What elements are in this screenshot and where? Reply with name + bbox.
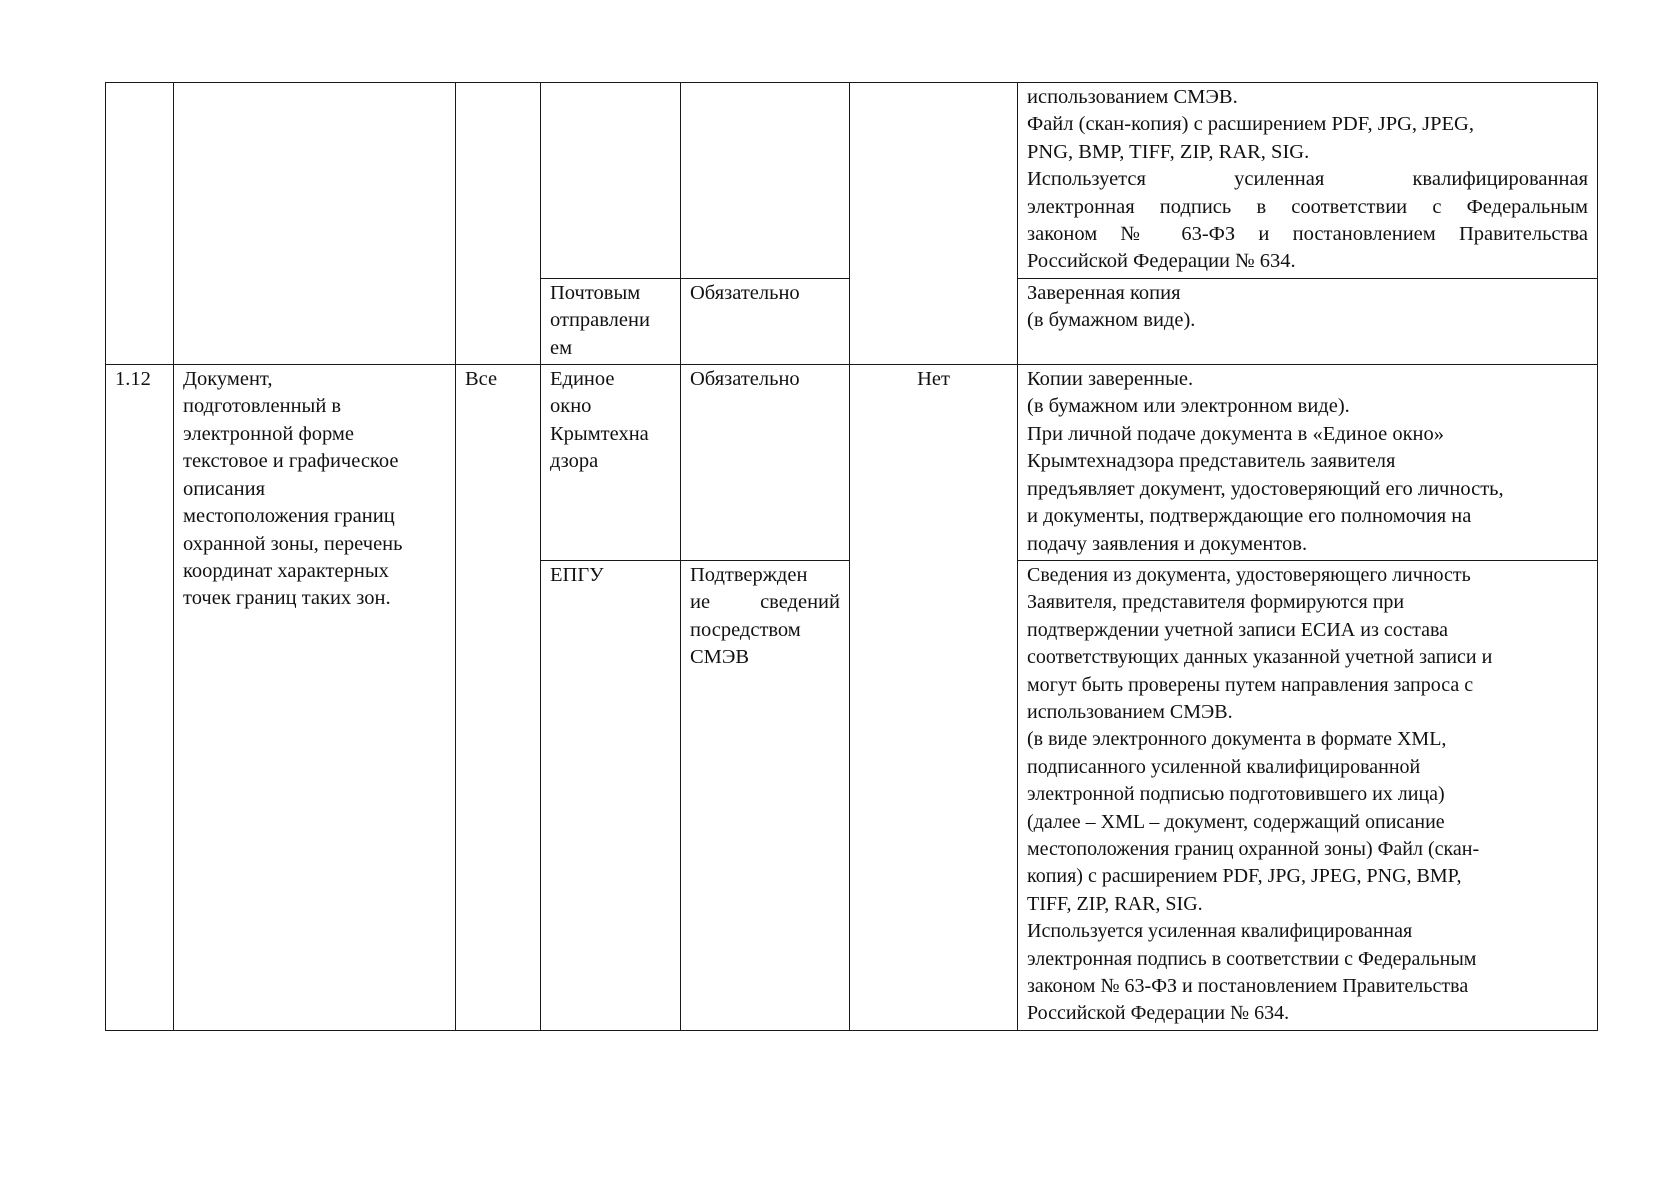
cell-requirements <box>1018 278 1598 364</box>
text-line: окно <box>550 395 592 418</box>
text-line: Единое <box>550 368 615 391</box>
text-line: местоположения границ <box>183 505 395 528</box>
text-line: Российской Федерации № 634. <box>1027 1002 1290 1025</box>
cell-document <box>174 365 456 1031</box>
cell-interaction <box>850 365 1018 1031</box>
text-line: соответствующих данных указанной учетной записи и <box>1027 646 1493 669</box>
cell-method <box>541 560 681 1030</box>
cell-requirements <box>1018 83 1598 279</box>
text-line: копия) с расширением PDF, JPG, JPEG, PNG, BMP, <box>1027 865 1462 888</box>
cell-applicants-empty <box>456 83 541 365</box>
text-line: электронная подпись в соответствии с Федеральным <box>1027 195 1588 218</box>
text-line: подачу заявления и документов. <box>1027 532 1308 555</box>
cell-method <box>541 365 681 561</box>
cell-document-empty <box>174 83 456 365</box>
text-line: ем <box>550 336 573 359</box>
row-number: 1.12 <box>115 368 151 391</box>
text-line: законом № 63-ФЗ и постановлением Правительства <box>1027 975 1469 997</box>
text-line: электронной форме <box>183 422 354 445</box>
text-line: дзора <box>550 450 599 473</box>
text-line: охранной зоны, перечень <box>183 532 403 555</box>
text-line: Почтовым <box>550 281 641 304</box>
text-line: Обязательно <box>690 368 800 391</box>
text-line: Заверенная копия <box>1027 281 1181 304</box>
cell-method-empty <box>541 83 681 279</box>
text-line: и документы, подтверждающие его полномочия на <box>1027 505 1472 528</box>
text-line: электронная подпись в соответствии с Федеральным <box>1027 947 1477 970</box>
text-line: отправлени <box>550 309 650 332</box>
text-line: координат характерных <box>183 559 389 582</box>
table-row <box>106 83 1598 279</box>
cell-status <box>681 278 850 364</box>
text-line: Все <box>465 368 498 391</box>
text-line: Нет <box>917 368 950 391</box>
text-line: Заявителя, представителя формируются при <box>1027 591 1405 614</box>
text-line: электронной подписью подготовившего их лица) <box>1027 783 1445 806</box>
text-line: (в виде электронного документа в формате XML, <box>1027 728 1447 751</box>
text-line: Используется усиленная квалифицированная <box>1027 920 1413 943</box>
text-line: Копии заверенные. <box>1027 368 1194 391</box>
text-line: подготовленный в <box>183 395 342 418</box>
cell-interaction-empty <box>850 83 1018 365</box>
cell-method <box>541 278 681 364</box>
text-line: Крымтехнадзора представитель заявителя <box>1027 450 1396 473</box>
cell-requirements <box>1018 365 1598 561</box>
text-line: текстовое и графическое <box>183 450 399 473</box>
cell-status-empty <box>681 83 850 279</box>
text-line: (в бумажном виде). <box>1027 309 1196 332</box>
text-line: законом № 63-ФЗ и постановлением Правительства <box>1027 223 1588 246</box>
text-line: Сведения из документа, удостоверяющего личность <box>1027 563 1471 586</box>
text-line: подтверждении учетной записи ЕСИА из состава <box>1027 618 1449 641</box>
cell-number-empty <box>106 83 174 365</box>
text-line: ЕПГУ <box>550 563 604 586</box>
text-line: подписанного усиленной квалифицированной <box>1027 755 1421 778</box>
text-line: TIFF, ZIP, RAR, SIG. <box>1027 892 1203 915</box>
text-line: Обязательно <box>690 281 800 304</box>
text-line: могут быть проверены путем направления запроса с <box>1027 673 1474 696</box>
text-line: (далее – XML – документ, содержащий описание <box>1027 810 1445 833</box>
text-line: Подтвержден <box>690 563 808 586</box>
text-line: (в бумажном или электронном виде). <box>1027 395 1350 418</box>
text-line: СМЭВ <box>690 646 750 669</box>
cell-number <box>106 365 174 1031</box>
text-line: Крымтехна <box>550 422 649 445</box>
text-line: ие сведений <box>690 591 840 614</box>
text-line: При личной подаче документа в «Единое окно» <box>1027 422 1445 445</box>
text-line: использованием СМЭВ. <box>1027 700 1233 723</box>
text-line: Используется усиленная квалифицированная <box>1027 168 1588 191</box>
text-line: Российской Федерации № 634. <box>1027 250 1296 273</box>
text-line: точек границ таких зон. <box>183 587 391 610</box>
text-line: PNG, BMP, TIFF, ZIP, RAR, SIG. <box>1027 140 1310 163</box>
text-line: посредством <box>690 618 801 641</box>
text-line: местоположения границ охранной зоны) Файл (скан- <box>1027 837 1480 860</box>
cell-applicants <box>456 365 541 1031</box>
text-line: использованием СМЭВ. <box>1027 86 1238 108</box>
table-row <box>106 365 1598 561</box>
text-line: описания <box>183 477 266 500</box>
cell-requirements <box>1018 560 1598 1030</box>
document-requirements-table <box>105 82 1598 1031</box>
text-line: Документ, <box>183 368 273 391</box>
text-line: предъявляет документ, удостоверяющий его личность, <box>1027 477 1504 500</box>
cell-status <box>681 560 850 1030</box>
cell-status <box>681 365 850 561</box>
text-line: Файл (скан-копия) с расширением PDF, JPG, JPEG, <box>1027 113 1474 136</box>
